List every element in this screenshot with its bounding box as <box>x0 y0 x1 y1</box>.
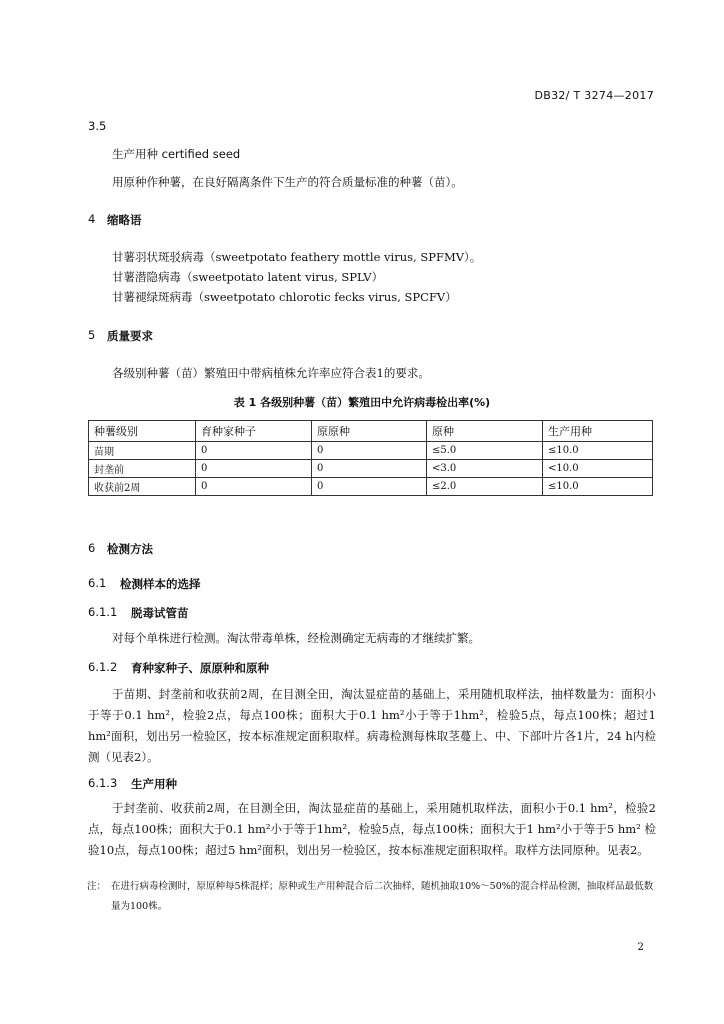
quality-requirement-text: 各级别种薯（苗）繁殖田中带病植株允许率应符合表1的要求。 <box>112 366 430 380</box>
table-row <box>89 442 653 460</box>
abbreviation-line: 甘薯褪绿斑病毒（sweetpotato chlorotic fecks virus, SPCFV） <box>112 290 457 304</box>
table-row <box>89 478 653 496</box>
table-header-cell: 生产用种 <box>543 421 653 442</box>
table-cell: ≤10.0 <box>543 442 653 460</box>
clause-number-6-1: 6.1 <box>88 576 107 590</box>
abbreviation-line: 甘薯羽状斑驳病毒（sweetpotato feathery mottle virus, SPFMV）。 <box>112 250 482 264</box>
table-cell: 封垄前 <box>89 460 196 478</box>
section-title-quality: 质量要求 <box>107 329 153 343</box>
note-text: 在进行病毒检测时，原原种每5株混样；原种或生产用种混合后二次抽样，随机抽取10%～50%的混合样品检测，抽取样品最低数量为100株。 <box>111 881 654 912</box>
table-cell: 0 <box>312 478 427 496</box>
clause-text: 于封垄前、收获前2周，在目测全田，淘汰显症苗的基础上，采用随机取样法，面积小于0.1 hm²，检验2点，每点100株；面积大于0.1 hm²小于等于1hm²，检验5点，每点100株；面积大于1 hm²小于等于5 hm² 检验10点，每点100株；超过5 hm²面积，划出另一检验区，按本标准规定面积取样。取样方法同原种。见表2。 <box>88 801 656 857</box>
table-header-cell: 种薯级别 <box>89 421 196 442</box>
table-cell: ≤2.0 <box>427 478 543 496</box>
section-title-abbreviations: 缩略语 <box>107 213 142 227</box>
term-certified-seed: 生产用种 certified seed <box>112 147 241 161</box>
table-cell: 0 <box>312 442 427 460</box>
clause-text: 于苗期、封垄前和收获前2周，在目测全田，淘汰显症苗的基础上，采用随机取样法，抽样数量为：面积小于等于0.1 hm²，检验2点，每点100株；面积大于0.1 hm²小于等于1hm²，检验5点，每点100株；超过1 hm²面积，划出另一检验区，按本标准规定面积取样。病毒检测每株取茎蔓上、中、下部叶片各1片，24 h内检测（见表2）。 <box>88 687 656 764</box>
clause-number-6-1-1: 6.1.1 <box>88 605 118 619</box>
table-cell: 0 <box>196 460 312 478</box>
section-number-6: 6 <box>88 541 96 555</box>
clause-text: 对每个单株进行检测。淘汰带毒单株，经检测确定无病毒的才继续扩繁。 <box>112 631 480 645</box>
note <box>87 877 656 917</box>
table-cell: ≤10.0 <box>543 478 653 496</box>
page-number: 2 <box>637 941 644 953</box>
section-number-4: 4 <box>88 212 96 226</box>
table-cell: <10.0 <box>543 460 653 478</box>
table-cell: <3.0 <box>427 460 543 478</box>
clause-title-virus-free-plantlets: 脱毒试管苗 <box>131 606 189 620</box>
document-code: DB32/ T 3274—2017 <box>534 89 654 102</box>
clause-title-sample-selection: 检测样本的选择 <box>120 577 201 591</box>
table-header-cell: 原原种 <box>312 421 427 442</box>
clause-title-certified-seed: 生产用种 <box>131 777 177 791</box>
virus-rate-table <box>88 420 653 496</box>
clause-title-breeder-seed: 育种家种子、原原种和原种 <box>131 661 269 675</box>
section-number-5: 5 <box>88 328 96 342</box>
table-header-row <box>89 421 653 442</box>
abbreviation-line: 甘薯潜隐病毒（sweetpotato latent virus, SPLV） <box>112 270 384 284</box>
table-cell: 收获前2周 <box>89 478 196 496</box>
table-cell: ≤5.0 <box>427 442 543 460</box>
table-caption: 表 1 各级别种薯（苗）繁殖田中允许病毒检出率(%) <box>233 396 491 409</box>
section-title-test-methods: 检测方法 <box>107 542 153 556</box>
table-cell: 0 <box>196 442 312 460</box>
table-row <box>89 460 653 478</box>
clause-number-3-5: 3.5 <box>88 119 107 133</box>
table-cell: 苗期 <box>89 442 196 460</box>
table-cell: 0 <box>312 460 427 478</box>
table-header-cell: 育种家种子 <box>196 421 312 442</box>
table-cell: 0 <box>196 478 312 496</box>
clause-number-6-1-3: 6.1.3 <box>88 776 118 790</box>
term-definition: 用原种作种薯，在良好隔离条件下生产的符合质量标准的种薯（苗）。 <box>112 175 463 189</box>
table-header-cell: 原种 <box>427 421 543 442</box>
clause-number-6-1-2: 6.1.2 <box>88 660 118 674</box>
note-label: 注： <box>87 881 107 892</box>
